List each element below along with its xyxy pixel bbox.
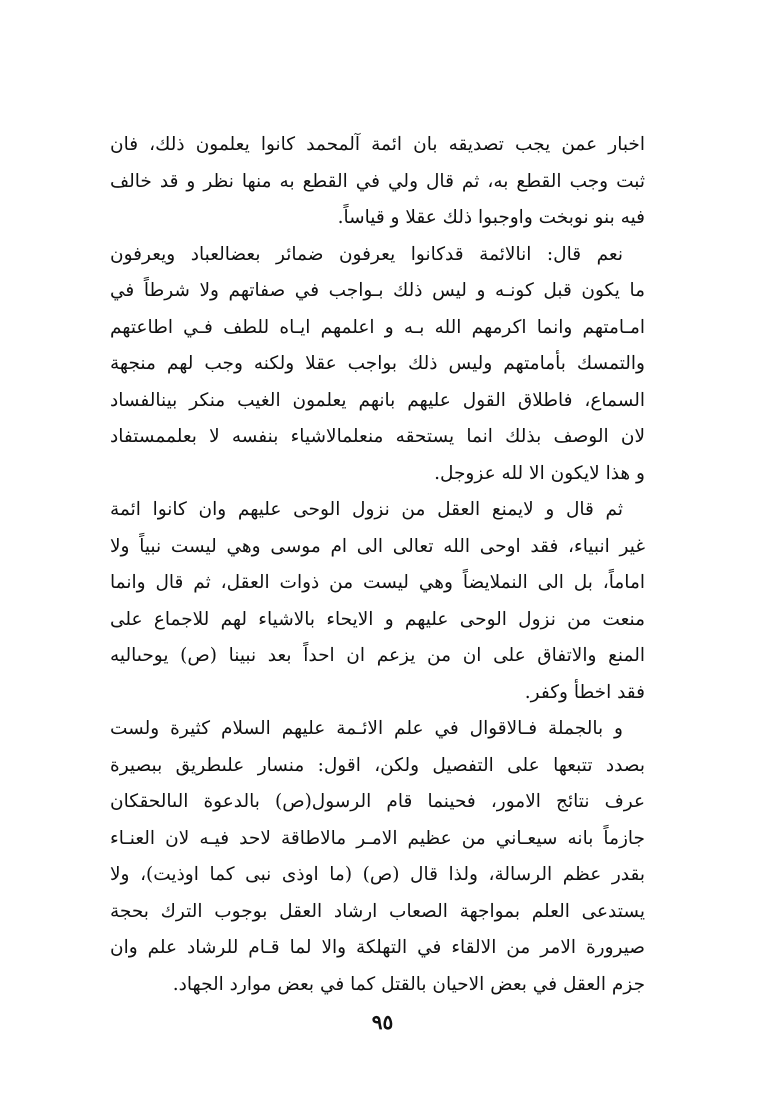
text-line: و هذا لايكون الا لله عزوجل. xyxy=(434,462,645,484)
page-number: ٩٥ xyxy=(371,1010,394,1034)
text-line: جزم العقل في بعض الاحيان بالقتل كما في بعض موارد الجهاد. xyxy=(172,973,645,995)
text-line: بقدر عظم الرسالة، ولذا قال (ص) (ما اوذى نبى كما اوذيت)، ولا xyxy=(110,864,645,885)
text-line: السماع، فاطلاق القول عليهم بانهم يعلمون الغيب منكر بينالفساد xyxy=(110,389,645,411)
text-line: يستدعى العلم بمواجهة الصعاب ارشاد العقل بوجوب الترك بحجة xyxy=(110,900,645,922)
text-line: عرف نتائج الامور، فحينما قام الرسول(ص) بالدعوة الىالحقكان xyxy=(110,791,645,812)
text-line: ما يكون قبل كونـه و ليس ذلك بـواجب في صفاتهم ولا شرطاً في xyxy=(110,280,645,301)
paragraph-2 xyxy=(110,237,645,493)
paragraph-4 xyxy=(110,711,645,1003)
text-line: ثم قال و لايمنع العقل من نزول الوحى عليهم وان كانوا ائمة xyxy=(110,499,623,520)
text-line: بصدد تتبعها على التفصيل ولكن، اقول: منسار علىطريق ببصيرة xyxy=(110,754,645,776)
text-line: لان الوصف بذلك انما يستحقه منعلمالاشياء بنفسه لا بعلممستفاد xyxy=(110,426,645,447)
text-line: اخبار عمن يجب تصديقه بان ائمة آلمحمد كانوا يعلمون ذلك، فان xyxy=(110,134,645,155)
text-line: المنع والاتفاق على ان من يزعم ان احداً بعد نبينا (ص) يوحىاليه xyxy=(110,645,645,666)
text-line: جازماً بانه سيعـاني من عظيم الامـر مالاطاقة لاحد فيـه لان العنـاء xyxy=(110,827,645,849)
text-line: غير انبياء، فقد اوحى الله تعالى الى ام موسى وهي ليست نبياً ولا xyxy=(110,535,645,557)
paragraph-1 xyxy=(110,127,645,237)
text-line: فيه بنو نوبخت واوجبوا ذلك عقلا و قياساً. xyxy=(337,207,645,228)
text-line: منعت من نزول الوحى عليهم و الايحاء بالاشياء لهم للاجماع على xyxy=(110,608,645,630)
text-line: اماماً، بل الى النملايضاً وهي ليست من ذوات العقل، ثم قال وانما xyxy=(110,572,645,593)
text-line: صيرورة الامر من الالقاء في التهلكة والا لما قـام للرشاد علم وان xyxy=(110,937,645,958)
paragraph-3 xyxy=(110,492,645,711)
text-line: و بالجملة فـالاقوال في علم الائـمة عليهم السلام كثيرة ولست xyxy=(110,718,623,739)
text-line: فقد اخطأ وكفر. xyxy=(524,681,645,703)
text-line: ثبت وجب القطع به، ثم قال ولي في القطع به منها نظر و قد خالف xyxy=(110,170,645,192)
text-line: نعم قال: انالائمة قدكانوا يعرفون ضمائر بعضالعباد ويعرفون xyxy=(110,243,623,265)
text-line: والتمسك بأمامتهم وليس ذلك بواجب عقلا ولكنه وجب لهم منجهة xyxy=(110,353,645,374)
page-body xyxy=(110,127,645,1003)
text-line: امـامتهم وانما اكرمهم الله بـه و اعلمهم ايـاه للطف فـي اطاعتهم xyxy=(110,316,645,338)
